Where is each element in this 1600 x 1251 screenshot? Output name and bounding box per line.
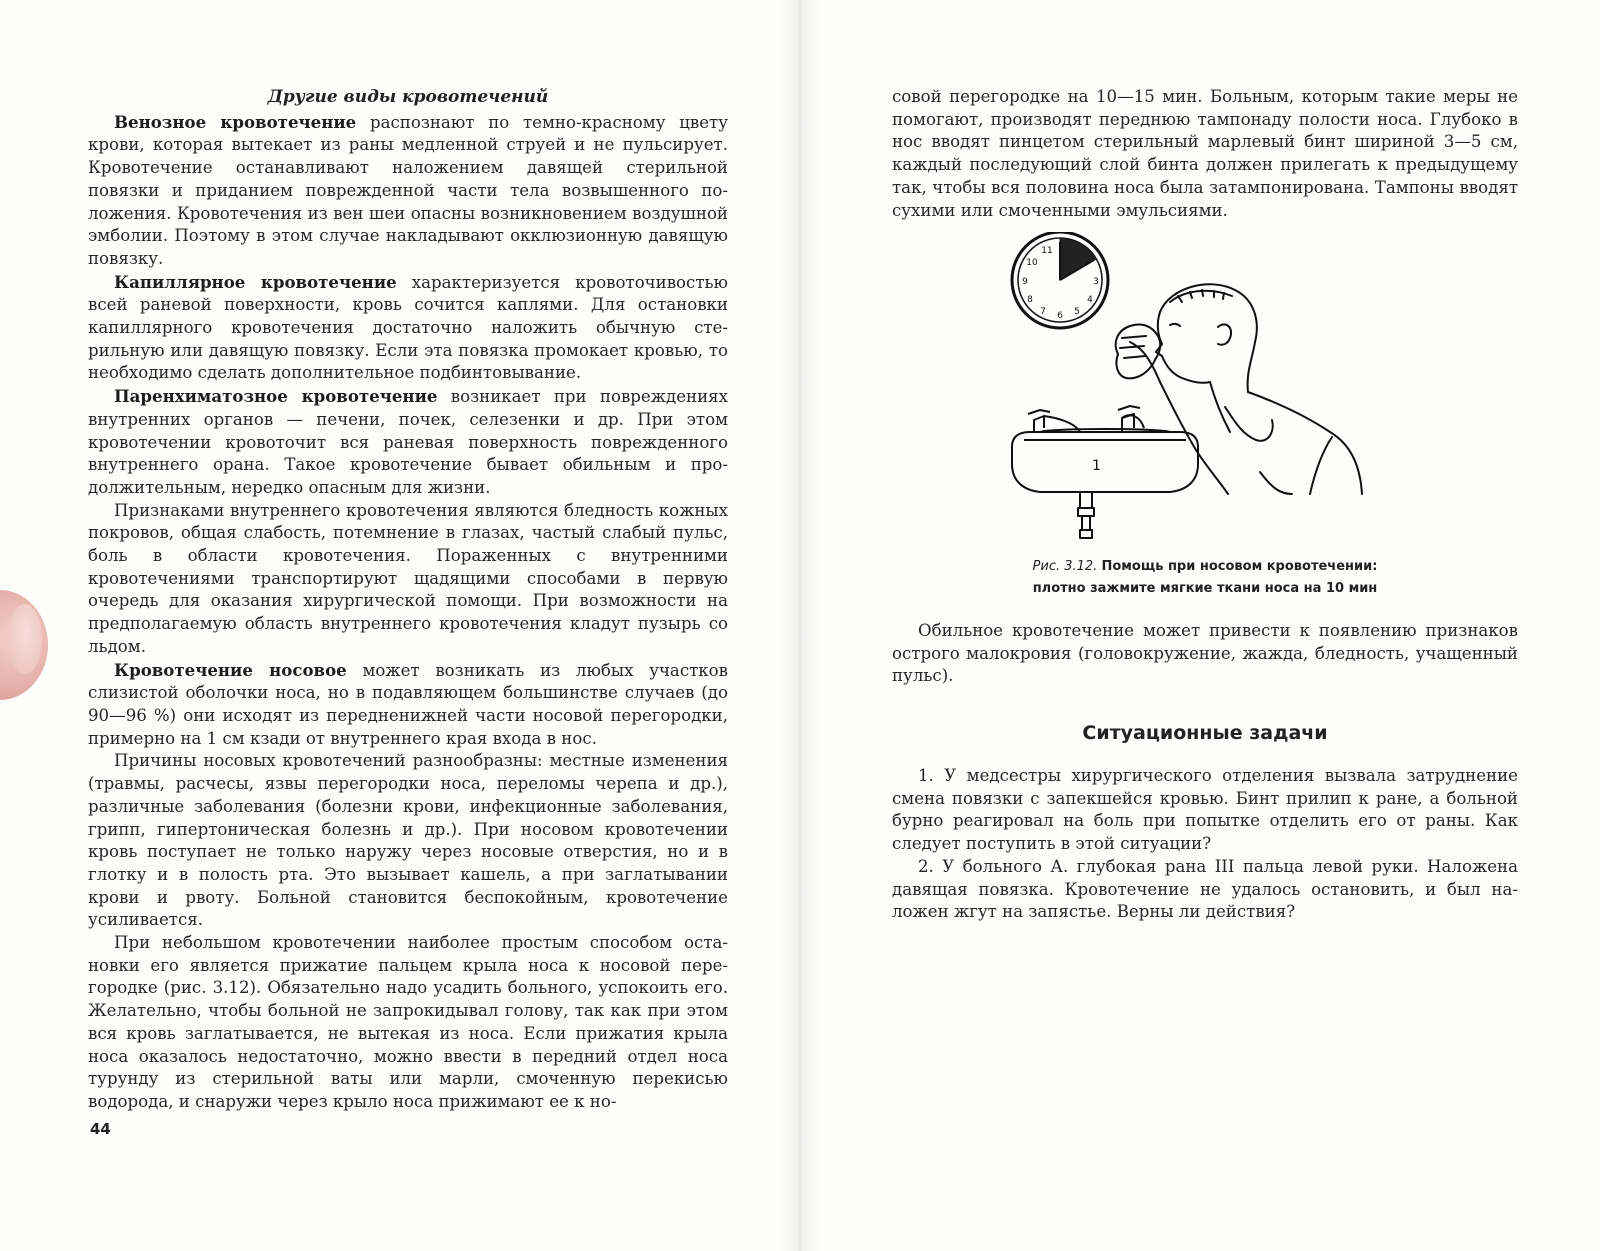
section-title: Другие виды кровотечений (267, 87, 549, 107)
term-parenchymal: Паренхиматозное кровотечение (114, 386, 438, 407)
task-item: 1. У медсестры хирургического отделения вызвала затруднение смена повязки с запекшейся кровью. Бинт прилип к ране, а больной бурно реагировал на боль при попытке отделить его от раны. Как следует поступить в этой ситуации? (892, 766, 1518, 854)
paragraph-text: При небольшом кровотечении наиболее простым способом остановки его является прижатие пальцем крыла носа к носовой перегородке (рис. 3.12). Обязательно надо усадить больного, успокоить его. Желательно, чтобы больной не запрокидывал голову, так как при этом вся кровь заглатывается, не вытекая из носа. Если прижатия крыла носа оказалось недостаточно, можно ввести в передний отдел носа турунду из стерильной ваты или марли, смоченную перекисью водорода, и снаружи через крыло носа прижимают ее к но- (88, 933, 728, 1111)
task-item: 2. У больного А. глубокая рана III пальца левой руки. Наложена давящая повязка. Кровотечение не удалось остановить, и был наложен жгут на запястье. Верны ли действия? (892, 856, 1518, 922)
paragraph-text: может возникать из любых участков слизистой оболочки носа, но в подавляющем большинстве случаев (до 90—96 %) они исходят из передненижней части носовой перегородки, примерно на 1 см кзади от внутреннего края входа в нос. (88, 660, 728, 748)
term-capillary: Капиллярное кровотечение (114, 271, 397, 292)
caption-line1 (892, 556, 1518, 578)
paragraph-nasal-causes (88, 750, 728, 932)
term-venous: Венозное кровотечение (114, 111, 357, 132)
term-nasal: Кровотечение носовое (114, 659, 347, 680)
clock-number: 8 (1027, 295, 1033, 305)
paragraph-internal-signs (88, 500, 728, 659)
paragraph-capillary (88, 271, 728, 386)
right-page-after-figure (892, 620, 1518, 688)
sink-drawing (1012, 406, 1198, 538)
right-page-continuation (892, 86, 1518, 222)
tasks-heading: Ситуационные задачи (1082, 722, 1328, 744)
left-page-text (88, 86, 728, 1114)
paragraph-venous (88, 111, 728, 271)
clock-number: 9 (1022, 277, 1028, 287)
sink-label: 1 (1092, 458, 1101, 474)
paragraph-text: возникает при повреждениях внутренних органов — печени, почек, селезенки и др. При этом кровотечении кровоточит вся раневая поверхность поврежденного внутреннего орана. Такое кровотечение бывает обильным и продолжительным, нередко опасным для жизни. (88, 387, 728, 497)
clock-number: 3 (1093, 277, 1099, 287)
clock-number: 7 (1040, 307, 1046, 317)
clock-number: 11 (1041, 246, 1053, 256)
caption-text: Помощь при носовом кровотечении: (1101, 559, 1378, 574)
paragraph-nasal-treatment (88, 932, 728, 1114)
clock-number: 10 (1026, 258, 1038, 268)
page-number: 44 (90, 1120, 111, 1138)
person-figure (1116, 284, 1362, 494)
clock-number: 5 (1074, 307, 1080, 317)
clock-number: 6 (1057, 311, 1063, 321)
caption-label: Рис. 3.12. (1032, 559, 1098, 574)
figure-caption (892, 556, 1518, 600)
caption-line2: плотно зажмите мягкие ткани носа на 10 мин (1032, 581, 1378, 596)
tasks-list (892, 765, 1518, 924)
book-gutter (780, 0, 820, 1251)
clock-number: 4 (1087, 295, 1093, 305)
paragraph-continuation: совой перегородке на 10—15 мин. Больным, которым такие меры не помогают, производят переднюю тампонаду полости носа. Глубоко в нос вводят пинцетом стерильный марлевый бинт шириной 3—5 см, каждый последующий слой бинта должен прилегать к предыдущему так, чтобы вся половина носа была затампонирована. Тампоны вводят сухими или смоченными эмульсиями. (892, 87, 1518, 220)
nosebleed-illustration (1010, 232, 1400, 542)
paragraph-anemia: Обильное кровотечение может привести к появлению признаков острого малокровия (головокружение, жажда, бледность, учащенный пульс). (892, 621, 1518, 686)
clock-icon (1012, 232, 1108, 328)
paragraph-parenchymal (88, 385, 728, 500)
paragraph-nasal (88, 659, 728, 751)
paragraph-text: характеризуется кровоточивостью всей раневой поверхности, кровь сочится каплями. Для остановки капиллярного кровотечения достаточно наложить обычную стерильную или давящую повязку. Если эта повязка промокает кровью, то необходимо сделать дополнительное подбинтовывание. (88, 272, 729, 383)
paragraph-text: Признаками внутреннего кровотечения являются бледность кожных покровов, общая слабость, потемнение в глазах, частый слабый пульс, боль в области кровотечения. Пораженных с внутренними кровотечениями транспортируют щадящими способами в первую очередь для оказания хирургической помощи. При возможности на предполагаемую область внутреннего кровотечения кладут пузырь со льдом. (88, 500, 728, 656)
paragraph-text: Причины носовых кровотечений разнообразны: местные изменения (травмы, расчесы, язвы перегородки носа, переломы черепа и др.), различные заболевания (болезни крови, инфекционные заболевания, грипп, гипертоническая болезнь и др.). При носовом кровотечении кровь поступает не только наружу через носовые отверстия, но и в глотку и в полость рта. Это вызывает кашель, а при заглатывании крови и рвоту. Больной становится беспокойным, кровотечение усиливается. (88, 751, 728, 930)
thumbnail-highlight (8, 604, 42, 674)
paragraph-text: распознают по темно-красному цвету крови, которая вытекает из раны медленной струей и не пульсирует. Кровотечение останавливают наложением давящей стерильной повязки и приданием поврежденной части тела возвышенного положения. Кровотечения из вен шеи опасны возникновением воздушной эмболии. Поэтому в этом случае накладывают окклюзионную давящую повязку. (88, 112, 728, 268)
